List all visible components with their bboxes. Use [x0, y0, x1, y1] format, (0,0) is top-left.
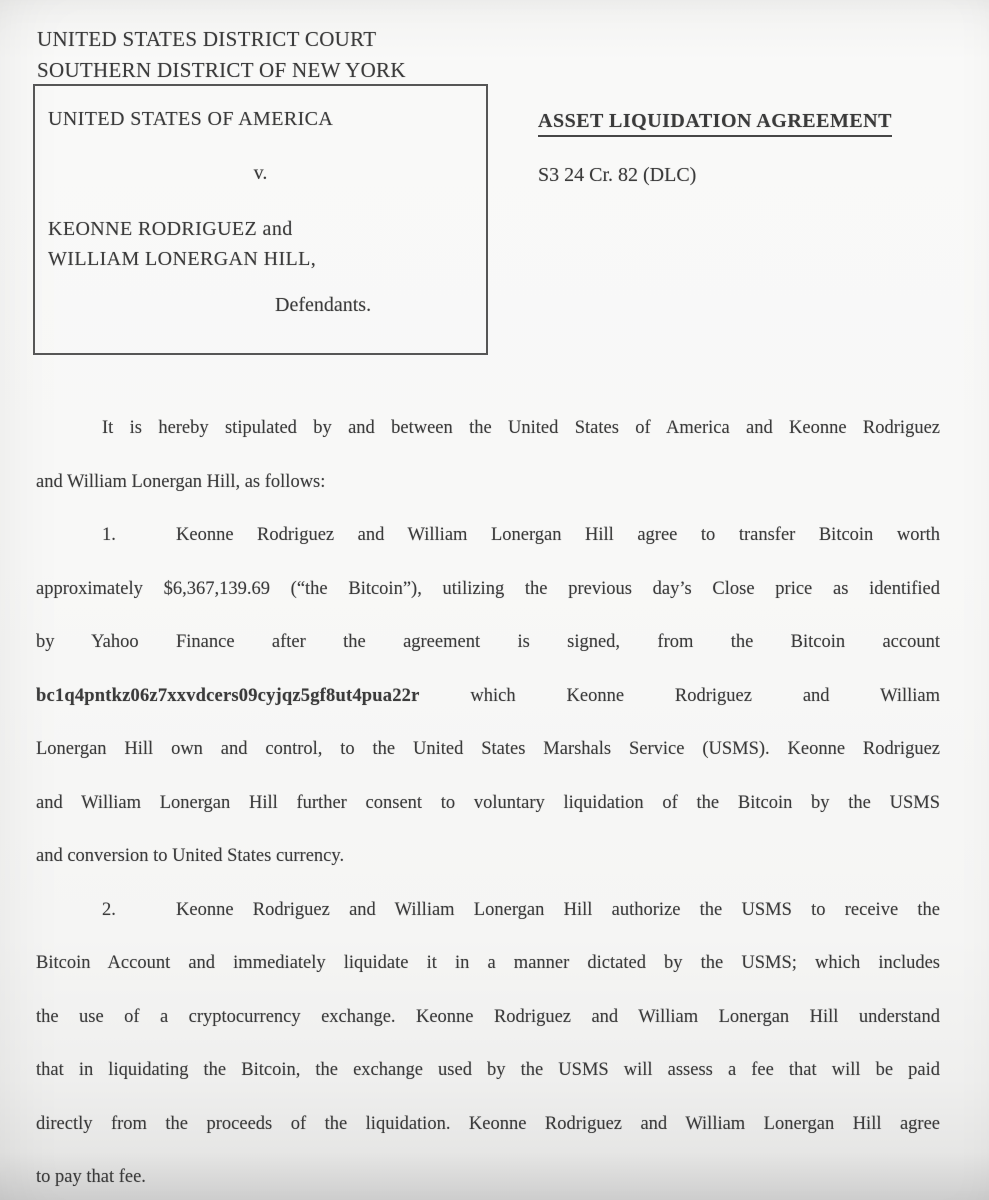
- document-body: [36, 402, 940, 1200]
- body-text: to pay that fee.: [36, 1167, 146, 1187]
- body-text: Lonergan Hill own and control, to the United States Marshals Service (USMS). Keonne Rodriguez: [36, 739, 940, 759]
- body-line: [36, 723, 940, 777]
- paragraph-number: 2.: [102, 899, 116, 920]
- body-line: [36, 830, 940, 884]
- defendant-names: [48, 214, 316, 274]
- case-number: S3 24 Cr. 82 (DLC): [538, 164, 697, 186]
- case-caption-box: [33, 84, 488, 355]
- plaintiff-name: UNITED STATES OF AMERICA: [48, 108, 334, 130]
- court-district: SOUTHERN DISTRICT OF NEW YORK: [37, 58, 406, 82]
- body-text: which Keonne Rodriguez and William: [419, 685, 940, 706]
- body-text: and William Lonergan Hill further consent to voluntary liquidation of the Bitcoin by the USMS: [36, 792, 940, 813]
- body-text: It is hereby stipulated by and between the United States of America and Keonne Rodriguez: [102, 418, 940, 438]
- body-text: Keonne Rodriguez and William Lonergan Hill authorize the USMS to receive the: [176, 899, 940, 920]
- body-line: [36, 456, 940, 510]
- body-line: [36, 402, 940, 456]
- body-text: and conversion to United States currency.: [36, 846, 345, 866]
- document-title: ASSET LIQUIDATION AGREEMENT: [538, 110, 892, 137]
- defendant-name-line: WILLIAM LONERGAN HILL,: [48, 248, 317, 270]
- body-line: [36, 1098, 940, 1152]
- body-line: [36, 937, 940, 991]
- body-text: Keonne Rodriguez and William Lonergan Hill agree to transfer Bitcoin worth: [176, 525, 940, 545]
- body-text: by Yahoo Finance after the agreement is signed, from the Bitcoin account: [36, 632, 940, 652]
- body-text: that in liquidating the Bitcoin, the exchange used by the USMS will assess a fee that will be paid: [36, 1060, 940, 1080]
- body-line: [36, 884, 940, 938]
- body-text: directly from the proceeds of the liquidation. Keonne Rodriguez and William Lonergan Hill agree: [36, 1113, 940, 1134]
- body-line: [36, 670, 940, 724]
- body-text: Bitcoin Account and immediately liquidate it in a manner dictated by the USMS; which includes: [36, 953, 940, 973]
- court-header: [37, 24, 406, 86]
- body-line: [36, 777, 940, 831]
- body-text: approximately $6,367,139.69 (“the Bitcoin”), utilizing the previous day’s Close price as identified: [36, 578, 940, 599]
- body-line: [36, 1151, 940, 1200]
- bitcoin-address: bc1q4pntkz06z7xxvdcers09cyjqz5gf8ut4pua22r: [36, 685, 420, 706]
- body-line: [36, 563, 940, 617]
- defendants-label: Defendants.: [275, 294, 372, 316]
- versus-label: v.: [253, 162, 268, 184]
- title-block: [538, 110, 958, 187]
- body-text: the use of a cryptocurrency exchange. Keonne Rodriguez and William Lonergan Hill understand: [36, 1006, 940, 1027]
- defendant-name-line: KEONNE RODRIGUEZ and: [48, 218, 293, 240]
- body-line: [36, 509, 940, 563]
- body-text: and William Lonergan Hill, as follows:: [36, 471, 326, 492]
- body-line: [36, 616, 940, 670]
- court-name: UNITED STATES DISTRICT COURT: [37, 27, 377, 51]
- body-line: [36, 991, 940, 1045]
- body-line: [36, 1044, 940, 1098]
- paragraph-number: 1.: [102, 525, 116, 545]
